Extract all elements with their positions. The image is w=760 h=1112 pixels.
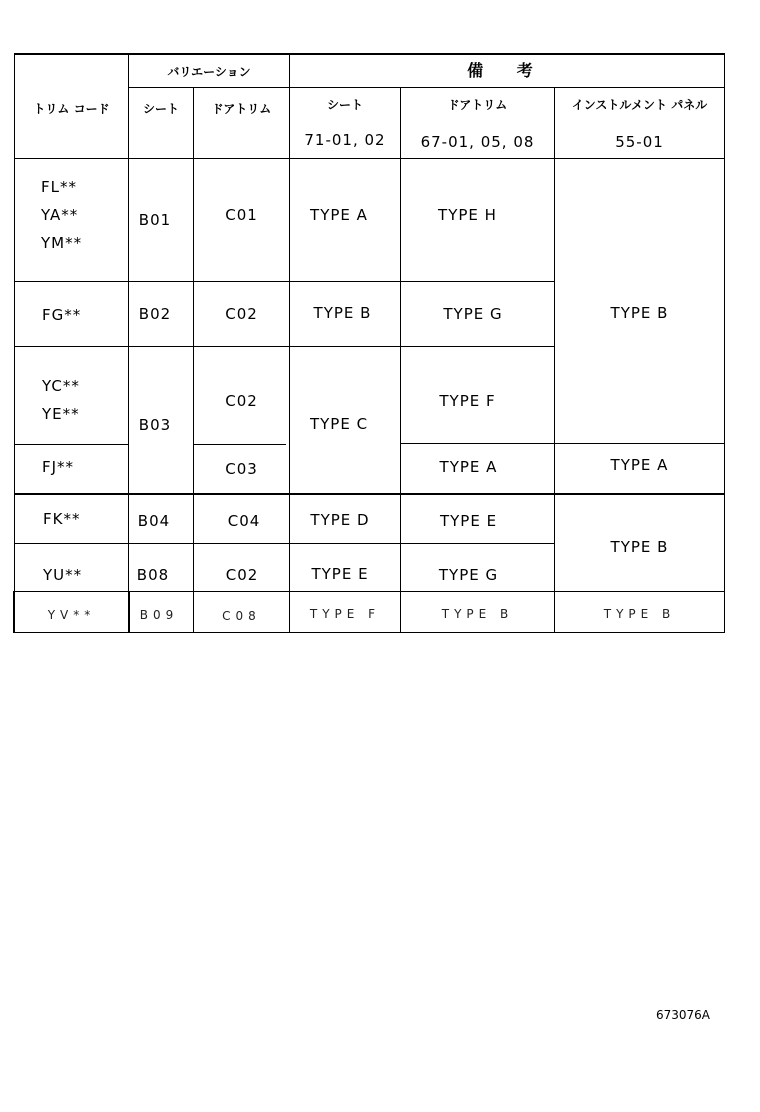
header-rem-instrument-panel: インストルメント パネル	[571, 97, 708, 112]
hline-r5	[14, 543, 555, 544]
trim-code: FL**	[41, 178, 77, 196]
vline-col4	[400, 87, 401, 633]
border-left	[14, 53, 15, 633]
door-trim-r6: C02	[225, 566, 259, 584]
hline-r3b	[193, 444, 286, 445]
trim-code: YA**	[41, 206, 79, 224]
header-remarks: 備 考	[467, 60, 547, 80]
hline-r2	[14, 346, 555, 347]
trim-code-r7: YV**	[47, 608, 96, 622]
trim-codes-r1	[41, 173, 127, 257]
rem-door-r5: TYPE E	[439, 512, 498, 530]
door-trim-r3: C02	[225, 392, 258, 410]
rem-door-r1: TYPE H	[438, 206, 497, 224]
header-var-seat: シート	[142, 101, 179, 116]
vline-col2	[193, 87, 194, 633]
seat-r2: B02	[138, 305, 172, 323]
rem-door-r6: TYPE G	[438, 566, 499, 584]
rem-seat-r1: TYPE A	[310, 206, 368, 224]
door-trim-r1: C01	[225, 206, 258, 224]
rem-door-r2: TYPE G	[443, 305, 503, 323]
hline-r4-thick	[14, 493, 725, 495]
door-trim-r2: C02	[225, 305, 258, 323]
trim-code: YM**	[41, 234, 83, 252]
trim-code: YC**	[42, 377, 80, 395]
header-variation: バリエーション	[167, 64, 251, 79]
hline-header-bottom	[14, 158, 725, 159]
hline-r3a	[14, 444, 128, 445]
trim-code: YE**	[42, 405, 80, 423]
rem-seat-r6: TYPE E	[311, 565, 369, 583]
border-bottom	[14, 632, 725, 633]
hline-r1	[14, 281, 555, 282]
seat-r3-r4: B03	[138, 416, 172, 434]
trim-code-r2: FG**	[42, 306, 82, 324]
header-rem-seat-code: 71-01, 02	[304, 131, 386, 149]
hline-r3c	[400, 443, 725, 444]
seat-r1: B01	[138, 211, 172, 229]
header-var-door-trim: ドアトリム	[211, 101, 272, 116]
header-rem-door-trim: ドアトリム	[447, 97, 508, 112]
panel-r1-r3: TYPE B	[610, 304, 669, 322]
figure-reference-number: 673076A	[656, 1008, 711, 1022]
rem-seat-r5: TYPE D	[310, 511, 370, 529]
seat-r5: B04	[137, 512, 171, 530]
door-trim-r4: C03	[225, 460, 258, 478]
seat-r7: B09	[139, 608, 179, 622]
panel-r5-r6: TYPE B	[610, 538, 669, 556]
door-trim-r7: C08	[222, 609, 261, 623]
header-rem-instrument-panel-code: 55-01	[615, 133, 664, 151]
vline-col1	[128, 54, 129, 633]
seat-r6: B08	[136, 566, 170, 584]
trim-code-r6: YU**	[43, 566, 83, 584]
border-right	[724, 53, 725, 633]
trim-code-r5: FK**	[43, 510, 81, 528]
header-trim-code: トリム コード	[33, 101, 110, 116]
rem-seat-r2: TYPE B	[313, 304, 372, 322]
rem-door-r4: TYPE A	[439, 458, 498, 476]
door-trim-r5: C04	[227, 512, 261, 530]
rem-door-r3: TYPE F	[439, 392, 496, 410]
trim-codes-r3	[42, 372, 128, 428]
rem-seat-r3-r4: TYPE C	[309, 415, 369, 433]
hline-r6	[14, 591, 725, 592]
rem-seat-r7: TYPE F	[309, 607, 381, 621]
header-rem-door-trim-code: 67-01, 05, 08	[420, 133, 535, 151]
header-rem-seat: シート	[326, 97, 363, 112]
trim-code-r4: FJ**	[42, 458, 75, 476]
panel-r4: TYPE A	[610, 456, 669, 474]
panel-r7: TYPE B	[603, 607, 676, 621]
rem-door-r7: TYPE B	[441, 607, 514, 621]
